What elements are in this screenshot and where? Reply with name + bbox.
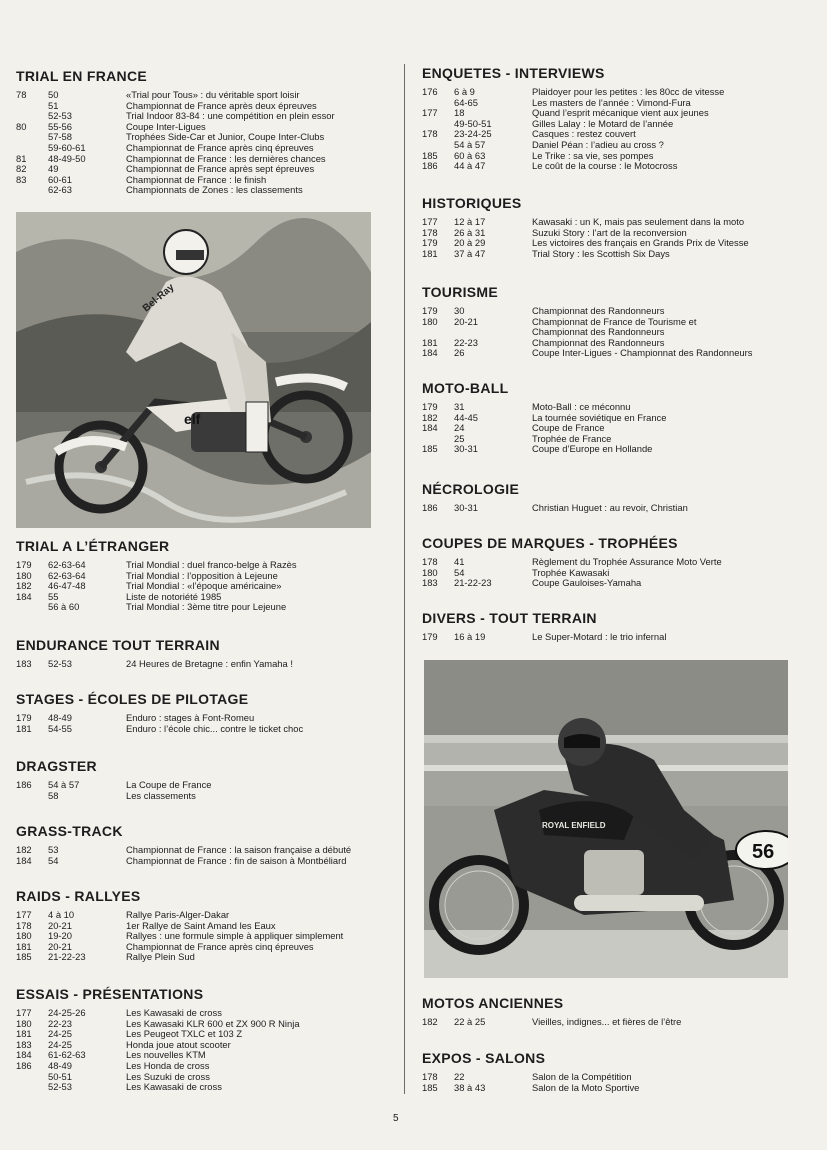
article-title: Quand l’esprit mécanique vient aux jeunes — [532, 108, 709, 119]
issue-number: 181 — [16, 940, 32, 952]
issue-number: 183 — [16, 658, 32, 669]
index-row — [16, 910, 398, 921]
article-title: Les Suzuki de cross — [126, 1071, 210, 1082]
issue-number: 179 — [422, 305, 438, 316]
page-range: 41 — [454, 556, 465, 567]
issue-number: 184 — [422, 422, 438, 434]
section-title: TOURISME — [422, 284, 499, 300]
page-range: 24 — [454, 422, 465, 434]
article-title: Championnat de France de Tourisme et — [532, 316, 697, 327]
article-title: Salon de la Compétition — [532, 1072, 632, 1082]
article-title: Championnat de France : le finish — [126, 174, 267, 185]
page-range: 20 à 29 — [454, 237, 486, 249]
issue-number: 177 — [422, 216, 438, 227]
page-range: 52-53 — [48, 110, 72, 122]
page-range: 54 — [48, 854, 59, 866]
index-section — [16, 637, 398, 670]
issue-number: 78 — [16, 89, 27, 100]
page-range: 22 — [454, 1071, 465, 1082]
article-title: Les Kawasaki de cross — [126, 1008, 222, 1018]
page-range: 51 — [48, 99, 59, 111]
article-title: Championnat de France après sept épreuves — [126, 164, 315, 175]
article-title: Championnat de France : les dernières chances — [126, 153, 326, 164]
article-title: Championnat de France après deux épreuves — [126, 100, 317, 111]
issue-number: 184 — [16, 590, 32, 602]
page-range: 21-22-23 — [48, 951, 86, 963]
issue-number: 182 — [16, 844, 32, 855]
section-title: COUPES DE MARQUES - TROPHÉES — [422, 535, 678, 551]
issue-number: 181 — [422, 336, 438, 348]
index-section — [422, 65, 814, 172]
article-title: La tournée soviétique en France — [532, 412, 667, 423]
index-row — [422, 249, 814, 260]
article-title: Les nouvelles KTM — [126, 1050, 206, 1061]
article-title: Championnat des Randonneurs — [532, 327, 665, 338]
index-row — [16, 921, 398, 932]
issue-number — [422, 140, 454, 151]
index-row — [16, 659, 398, 670]
section-title: ENQUETES - INTERVIEWS — [422, 65, 605, 81]
page-range: 64-65 — [454, 96, 478, 108]
page-range: 50-51 — [48, 1070, 72, 1082]
page-range: 4 à 10 — [48, 909, 75, 920]
page-range: 38 à 43 — [454, 1081, 486, 1093]
page-range: 25 — [454, 432, 465, 444]
index-section — [422, 995, 814, 1028]
index-section — [16, 68, 398, 196]
article-title: Moto-Ball : ce méconnu — [532, 402, 631, 412]
article-title: Enduro : stages à Font-Romeu — [126, 713, 255, 723]
page-range: 62-63 — [48, 184, 72, 196]
issue-number: 182 — [422, 1016, 438, 1027]
article-title: Honda joue atout scooter — [126, 1039, 231, 1050]
article-title: Suzuki Story : l’art de la reconversion — [532, 227, 687, 238]
index-row — [16, 1019, 398, 1030]
issue-number — [16, 185, 48, 196]
column-divider — [404, 64, 405, 1094]
vintage-racing-motorcycle-photo — [424, 660, 788, 978]
page-range: 22-23 — [454, 336, 478, 348]
article-title: Les Honda de cross — [126, 1060, 210, 1071]
issue-number: 180 — [16, 1017, 32, 1029]
page-range: 26 à 31 — [454, 226, 486, 238]
issue-number: 178 — [422, 226, 438, 238]
article-title: Casques : restez couvert — [532, 129, 636, 140]
page-range: 60 à 63 — [454, 149, 486, 161]
issue-number: 186 — [16, 1059, 32, 1071]
section-title: HISTORIQUES — [422, 195, 522, 211]
article-title: Plaidoyer pour les petites : les 80cc de vitesse — [532, 87, 725, 97]
article-title: Trial Indoor 83-84 : une compétition en plein essor — [126, 111, 335, 122]
article-title: Rallye Plein Sud — [126, 952, 195, 963]
index-row — [16, 560, 398, 571]
page-range: 57-58 — [48, 131, 72, 143]
issue-number: 178 — [422, 1071, 438, 1082]
issue-number: 179 — [422, 401, 438, 412]
page-range: 44-45 — [454, 411, 478, 423]
index-row — [422, 1017, 814, 1028]
index-row — [16, 791, 398, 802]
issue-number: 80 — [16, 120, 27, 132]
index-row — [16, 1082, 398, 1093]
issue-number: 179 — [422, 237, 438, 249]
page-range: 54 à 57 — [454, 138, 486, 150]
page-range: 54 — [454, 566, 465, 578]
article-title: Championnat de France après cinq épreuves — [126, 941, 314, 952]
issue-number — [16, 143, 48, 154]
race-number: 56 — [752, 841, 775, 863]
page-range: 52-53 — [48, 658, 72, 669]
index-row — [16, 164, 398, 175]
page-range: 22 à 25 — [454, 1016, 486, 1027]
page-range: 37 à 47 — [454, 247, 486, 259]
article-title: Coupe Inter-Ligues - Championnat des Randonneurs — [532, 348, 753, 359]
article-title: Championnat des Randonneurs — [532, 306, 665, 316]
issue-number: 180 — [16, 569, 32, 581]
article-title: Daniel Péan : l’adieu au cross ? — [532, 139, 664, 150]
article-title: Vieilles, indignes... et fières de l’être — [532, 1017, 682, 1027]
issue-number: 186 — [422, 502, 438, 513]
article-title: Les classements — [126, 790, 196, 801]
issue-number: 178 — [422, 128, 438, 140]
page-range: 26 — [454, 347, 465, 359]
index-row — [422, 98, 814, 109]
issue-number — [16, 1082, 48, 1093]
section-title: ENDURANCE TOUT TERRAIN — [16, 637, 220, 653]
article-title: Les masters de l’année : Vimond-Fura — [532, 97, 691, 108]
article-title: Rallye Paris-Alger-Dakar — [126, 910, 230, 920]
section-title: ESSAIS - PRÉSENTATIONS — [16, 986, 204, 1002]
article-title: Les Peugeot TXLC et 103 Z — [126, 1029, 243, 1040]
index-row — [16, 1029, 398, 1040]
article-title: Christian Huguet : au revoir, Christian — [532, 503, 688, 513]
page-range: 48-49 — [48, 712, 72, 723]
index-section — [16, 758, 398, 801]
page-range: 19-20 — [48, 930, 72, 942]
page-range: 24-25 — [48, 1028, 72, 1040]
trial-motorcycle-photo — [16, 212, 371, 528]
article-title: Championnats de Zones : les classements — [126, 185, 303, 196]
index-row — [422, 161, 814, 172]
article-title: Championnat de France après cinq épreuves — [126, 142, 314, 153]
index-section — [16, 986, 398, 1093]
article-title: Championnat de France : la saison française a débuté — [126, 845, 352, 855]
page-range: 62-63-64 — [48, 569, 86, 581]
article-title: Trophées Side-Car et Junior, Coupe Inter-Clubs — [126, 132, 325, 143]
page-range: 24-25-26 — [48, 1007, 86, 1018]
index-row — [16, 90, 398, 101]
article-title: Les Kawasaki de cross — [126, 1082, 222, 1093]
index-row — [422, 338, 814, 349]
index-section — [422, 481, 814, 514]
issue-number: 83 — [16, 173, 27, 185]
index-row — [422, 87, 814, 98]
issue-number: 184 — [16, 1049, 32, 1061]
index-row — [422, 444, 814, 455]
page-number: 5 — [393, 1113, 399, 1124]
article-title: Coupe de France — [532, 423, 605, 434]
index-row — [422, 557, 814, 568]
section-title: EXPOS - SALONS — [422, 1050, 546, 1066]
index-row — [422, 1083, 814, 1094]
section-title: RAIDS - RALLYES — [16, 888, 141, 904]
article-title: 24 Heures de Bretagne : enfin Yamaha ! — [126, 659, 293, 669]
section-title: DRAGSTER — [16, 758, 97, 774]
page-range: 49 — [48, 163, 59, 175]
article-title: Les Kawasaki KLR 600 et ZX 900 R Ninja — [126, 1018, 300, 1029]
article-title: Règlement du Trophée Assurance Moto Verte — [532, 557, 722, 567]
issue-number: 184 — [16, 854, 32, 866]
page-range: 55 — [48, 590, 59, 602]
section-title: STAGES - ÉCOLES DE PILOTAGE — [16, 691, 249, 707]
issue-number: 178 — [16, 919, 32, 931]
index-section — [16, 823, 398, 866]
issue-number: 180 — [16, 930, 32, 942]
index-section — [422, 195, 814, 259]
index-section — [422, 610, 814, 643]
issue-number — [16, 791, 48, 802]
page-range: 31 — [454, 401, 465, 412]
issue-number: 176 — [422, 86, 438, 97]
page-range: 48-49-50 — [48, 152, 86, 164]
index-row — [422, 217, 814, 228]
index-section — [422, 380, 814, 455]
page-range: 12 à 17 — [454, 216, 486, 227]
index-row — [16, 581, 398, 592]
page-range: 23-24-25 — [454, 128, 492, 140]
index-row — [422, 348, 814, 359]
issue-number: 186 — [16, 779, 32, 790]
page-range: 53 — [48, 844, 59, 855]
section-title: DIVERS - TOUT TERRAIN — [422, 610, 597, 626]
index-section — [422, 1050, 814, 1093]
issue-number: 179 — [16, 712, 32, 723]
issue-number: 177 — [16, 909, 32, 920]
issue-number: 180 — [422, 315, 438, 327]
article-title: Kawasaki : un K, mais pas seulement dans la moto — [532, 217, 745, 227]
issue-number: 177 — [16, 1007, 32, 1018]
index-row — [422, 413, 814, 424]
index-row — [16, 856, 398, 867]
page-range: 22-23 — [48, 1017, 72, 1029]
page-range: 49-50-51 — [454, 117, 492, 129]
page-range: 44 à 47 — [454, 160, 486, 172]
article-title: Trophée de France — [532, 433, 612, 444]
index-row — [422, 327, 814, 338]
index-row — [16, 1061, 398, 1072]
article-title: Championnat de France : fin de saison à Montbéliard — [126, 855, 347, 866]
index-row — [422, 1072, 814, 1083]
section-title: TRIAL A L’ÉTRANGER — [16, 538, 170, 554]
index-row — [16, 111, 398, 122]
index-row — [16, 713, 398, 724]
royal-enfield-logo-text: ROYAL ENFIELD — [542, 821, 606, 830]
article-title: Trial Mondial : 3ème titre pour Lejeune — [126, 602, 287, 613]
index-row — [16, 724, 398, 735]
page-range: 48-49 — [48, 1059, 72, 1071]
article-title: Coupe d’Europe en Hollande — [532, 444, 653, 455]
issue-number — [16, 132, 48, 143]
page-range: 55-56 — [48, 120, 72, 132]
issue-number: 185 — [422, 149, 438, 161]
page-range: 58 — [48, 789, 59, 801]
article-title: Le Super-Motard : le trio infernal — [532, 632, 667, 642]
issue-number: 183 — [16, 1038, 32, 1050]
index-row — [16, 1050, 398, 1061]
index-row — [16, 780, 398, 791]
issue-number: 179 — [422, 631, 438, 642]
page-range: 54 à 57 — [48, 779, 80, 790]
article-title: Trial Story : les Scottish Six Days — [532, 248, 670, 259]
index-row — [422, 434, 814, 445]
page-range: 30-31 — [454, 502, 478, 513]
page-range: 20-21 — [48, 919, 72, 931]
section-title: TRIAL EN FRANCE — [16, 68, 148, 84]
index-section — [422, 284, 814, 359]
article-title: Trial Mondial : l’opposition à Lejeune — [126, 570, 278, 581]
page-range: 56 à 60 — [48, 601, 80, 613]
issue-number — [16, 101, 48, 112]
issue-number — [16, 602, 48, 613]
issue-number: 183 — [422, 577, 438, 589]
index-row — [422, 306, 814, 317]
issue-number: 178 — [422, 556, 438, 567]
page-range: 62-63-64 — [48, 559, 86, 570]
index-row — [422, 402, 814, 413]
page-range: 59-60-61 — [48, 141, 86, 153]
index-row — [16, 101, 398, 112]
section-title: MOTO-BALL — [422, 380, 509, 396]
page-range: 24-25 — [48, 1038, 72, 1050]
page-range: 30 — [454, 305, 465, 316]
page-range: 61-62-63 — [48, 1049, 86, 1061]
index-section — [16, 538, 398, 613]
index-row — [422, 317, 814, 328]
index-row — [16, 1072, 398, 1083]
article-title: «Trial pour Tous» : du véritable sport loisir — [126, 90, 300, 100]
section-title: NÉCROLOGIE — [422, 481, 520, 497]
article-title: Salon de la Moto Sportive — [532, 1082, 640, 1093]
index-row — [16, 185, 398, 196]
page-range: 16 à 19 — [454, 631, 486, 642]
index-row — [16, 1008, 398, 1019]
issue-number: 182 — [422, 411, 438, 423]
index-row — [16, 175, 398, 186]
page-range: 52-53 — [48, 1081, 72, 1093]
issue-number: 81 — [16, 152, 27, 164]
page-range: 21-22-23 — [454, 577, 492, 589]
article-title: Le coût de la course : le Motocross — [532, 161, 678, 172]
issue-number: 185 — [422, 443, 438, 455]
issue-number: 181 — [16, 722, 32, 734]
index-row — [422, 578, 814, 589]
issue-number: 185 — [16, 951, 32, 963]
article-title: Rallyes : une formule simple à appliquer simplement — [126, 931, 344, 942]
index-row — [16, 931, 398, 942]
article-title: Trial Mondial : duel franco-belge à Razès — [126, 560, 297, 570]
article-title: 1er Rallye de Saint Amand les Eaux — [126, 920, 276, 931]
article-title: Coupe Inter-Ligues — [126, 121, 206, 132]
page-range: 46-47-48 — [48, 580, 86, 592]
page-range: 6 à 9 — [454, 86, 475, 97]
article-title: Liste de notoriété 1985 — [126, 591, 222, 602]
index-row — [16, 143, 398, 154]
issue-number: 181 — [422, 247, 438, 259]
rider-sponsor-text: Bel-Ray — [140, 281, 177, 315]
page-range: 60-61 — [48, 173, 72, 185]
index-row — [16, 122, 398, 133]
page-range: 50 — [48, 89, 59, 100]
article-title: Le Trike : sa vie, ses pompes — [532, 150, 654, 161]
index-section — [16, 691, 398, 734]
index-section — [16, 888, 398, 963]
page-range: 30-31 — [454, 443, 478, 455]
page-range: 20-21 — [454, 315, 478, 327]
index-row — [16, 952, 398, 963]
issue-number: 82 — [16, 163, 27, 175]
issue-number: 181 — [16, 1028, 32, 1040]
article-title: Trophée Kawasaki — [532, 567, 610, 578]
issue-number: 185 — [422, 1081, 438, 1093]
article-title: Enduro : l’école chic... contre le ticket choc — [126, 723, 304, 734]
index-row — [422, 140, 814, 151]
issue-number: 180 — [422, 566, 438, 578]
issue-number: 182 — [16, 580, 32, 592]
page-range: 20-21 — [48, 940, 72, 952]
page-range: 18 — [454, 107, 465, 119]
article-title: Championnat des Randonneurs — [532, 337, 665, 348]
index-row — [422, 503, 814, 514]
issue-number: 179 — [16, 559, 32, 570]
article-title: Les victoires des français en Grands Prix de Vitesse — [532, 238, 749, 249]
issue-number: 177 — [422, 107, 438, 119]
issue-number: 184 — [422, 347, 438, 359]
elf-sponsor-text: elf — [184, 411, 201, 427]
article-title: La Coupe de France — [126, 780, 212, 790]
issue-number — [16, 1072, 48, 1083]
page-range: 54-55 — [48, 722, 72, 734]
index-row — [16, 154, 398, 165]
section-title: GRASS-TRACK — [16, 823, 123, 839]
index-section — [422, 535, 814, 589]
section-title: MOTOS ANCIENNES — [422, 995, 564, 1011]
issue-number: 186 — [422, 160, 438, 172]
index-row — [16, 602, 398, 613]
index-row — [16, 845, 398, 856]
article-title: Coupe Gauloises-Yamaha — [532, 578, 642, 589]
index-row — [422, 632, 814, 643]
article-title: Trial Mondial : «l’époque américaine» — [126, 581, 282, 592]
index-row — [422, 423, 814, 434]
article-title: Gilles Lalay : le Motard de l’année — [532, 118, 674, 129]
